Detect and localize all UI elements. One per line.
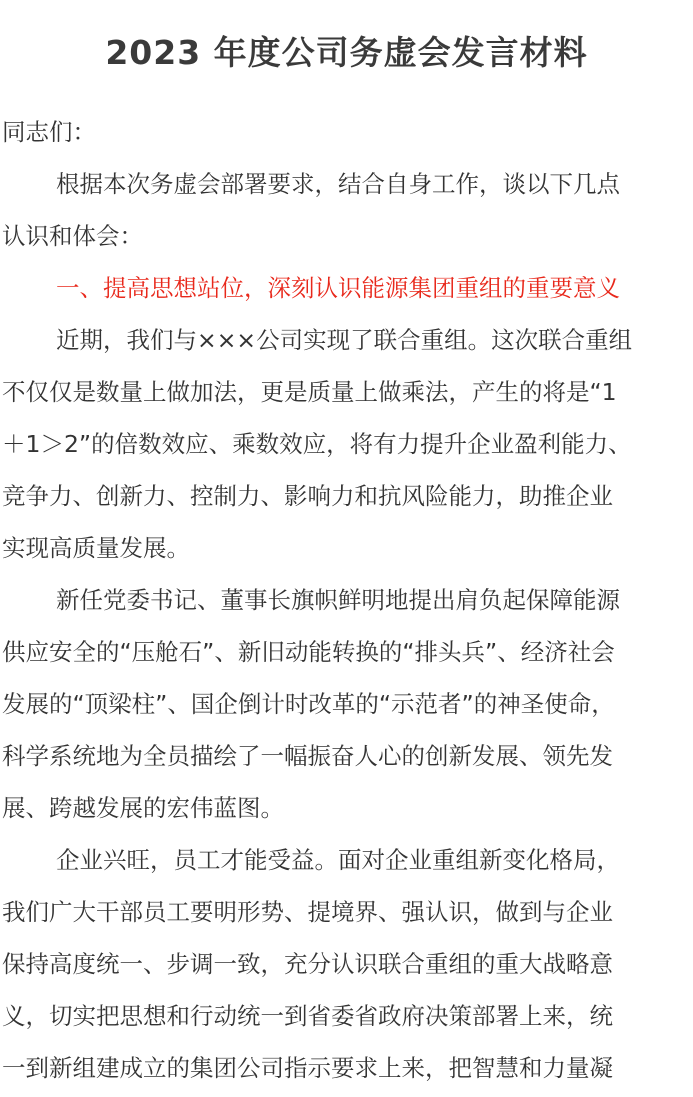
document-body	[2, 106, 690, 1094]
body-line: 根据本次务虚会部署要求，结合自身工作，谈以下几点	[56, 170, 620, 198]
body-line: 认识和体会：	[2, 222, 143, 250]
body-line: 保持高度统一、步调一致，充分认识联合重组的重大战略意	[2, 950, 613, 978]
body-line: 展、跨越发展的宏伟蓝图。	[2, 794, 284, 822]
body-line: 我们广大干部员工要明形势、提境界、强认识，做到与企业	[2, 898, 613, 926]
body-line: 企业兴旺，员工才能受益。面对企业重组新变化格局，	[56, 846, 620, 874]
document-title: 2023 年度公司务虚会发言材料	[105, 33, 588, 72]
body-line: 近期，我们与×××公司实现了联合重组。这次联合重组	[56, 326, 633, 354]
body-line: 发展的“顶梁柱”、国企倒计时改革的“示范者”的神圣使命，	[2, 690, 615, 718]
body-line: 新任党委书记、董事长旗帜鲜明地提出肩负起保障能源	[56, 586, 620, 614]
body-line-salutation: 同志们：	[2, 118, 96, 146]
body-line: ＋1＞2”的倍数效应、乘数效应，将有力提升企业盈利能力、	[2, 430, 632, 458]
body-line: 科学系统地为全员描绘了一幅振奋人心的创新发展、领先发	[2, 742, 613, 770]
body-line: 不仅仅是数量上做加法，更是质量上做乘法，产生的将是“1	[2, 378, 617, 406]
body-line: 竞争力、创新力、控制力、影响力和抗风险能力，助推企业	[2, 482, 613, 510]
body-line: 供应安全的“压舱石”、新旧动能转换的“排头兵”、经济社会	[2, 638, 615, 666]
body-line: 一到新组建成立的集团公司指示要求上来，把智慧和力量凝	[2, 1054, 613, 1082]
body-line: 义，切实把思想和行动统一到省委省政府决策部署上来，统	[2, 1002, 613, 1030]
section-heading: 一、提高思想站位，深刻认识能源集团重组的重要意义	[56, 274, 620, 302]
body-line: 实现高质量发展。	[2, 534, 190, 562]
